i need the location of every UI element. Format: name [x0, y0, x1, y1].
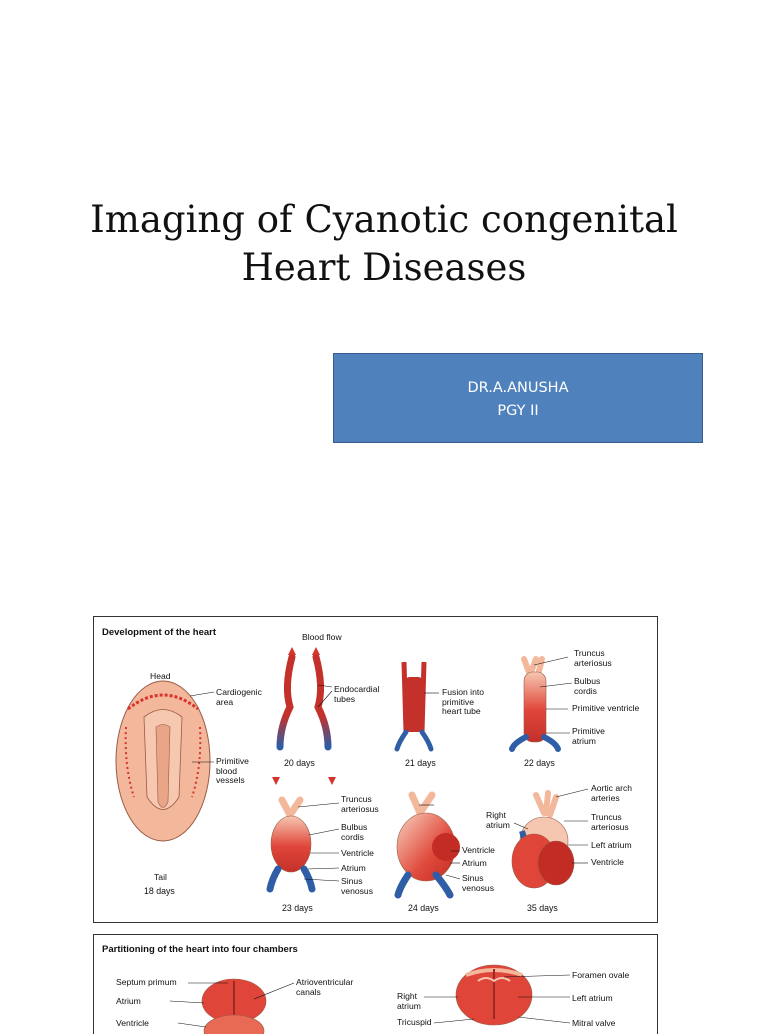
- label-fusion: Fusion into primitive heart tube: [442, 687, 485, 716]
- label-primitive-blood-vessels: Primitive blood vessels: [216, 756, 249, 785]
- author-name: DR.A.ANUSHA: [467, 380, 569, 396]
- author-degree: PGY II: [497, 403, 539, 419]
- heart-24-days: [397, 795, 460, 895]
- label-sinus-24: Sinus venosus: [462, 873, 495, 893]
- label-35-days: 35 days: [527, 903, 558, 913]
- label-right-atrium: Right atrium: [397, 991, 421, 1011]
- title-line-1: Imaging of Cyanotic congenital: [90, 198, 678, 241]
- label-atrium-23: Atrium: [341, 863, 366, 873]
- label-sinus-23: Sinus venosus: [341, 876, 374, 896]
- author-box: [333, 353, 703, 443]
- label-endocardial-tubes: Endocardial tubes: [334, 684, 380, 704]
- label-atrium: Atrium: [116, 996, 141, 1006]
- label-left-atrium: Left atrium: [572, 993, 613, 1003]
- label-cardiogenic-area: Cardiogenic area: [216, 687, 262, 707]
- fused-tube-21-days: [397, 662, 431, 749]
- slide-title: [40, 196, 728, 292]
- heart-early-partition: [202, 979, 266, 1034]
- label-ventricle-23: Ventricle: [341, 848, 374, 858]
- figure-title: Development of the heart: [102, 627, 217, 638]
- label-truncus-35: Truncus arteriosus: [591, 812, 629, 832]
- label-atrium-24: Atrium: [462, 858, 487, 868]
- label-head: Head: [150, 671, 171, 681]
- label-18-days: 18 days: [144, 886, 175, 896]
- label-aortic-arch: Aortic arch arteries: [591, 783, 633, 803]
- label-ventricle-35: Ventricle: [591, 857, 624, 867]
- figure-title: Partitioning of the heart into four chambers: [102, 944, 298, 955]
- label-23-days: 23 days: [282, 903, 313, 913]
- label-foramen-ovale: Foramen ovale: [572, 970, 630, 980]
- heart-23-days: [270, 800, 312, 889]
- heart-later-partition: [456, 965, 532, 1025]
- label-right-atrium-35: Right atrium: [486, 810, 510, 830]
- figure-heart-development: [93, 616, 658, 923]
- label-primitive-atrium: Primitive atrium: [572, 726, 605, 746]
- label-truncus-22: Truncus arteriosus: [574, 648, 612, 668]
- label-septum-primum: Septum primum: [116, 977, 177, 987]
- label-20-days: 20 days: [284, 758, 315, 768]
- label-tricuspid: Tricuspid: [397, 1017, 432, 1027]
- label-av-canals: Atrioventricular canals: [296, 977, 354, 997]
- label-tail: Tail: [154, 872, 167, 882]
- label-primitive-ventricle: Primitive ventricle: [572, 703, 640, 713]
- label-truncus-23: Truncus arteriosus: [341, 794, 379, 814]
- label-bulbus-22: Bulbus cordis: [574, 676, 601, 696]
- label-24-days: 24 days: [408, 903, 439, 913]
- embryo-18-days: [116, 681, 210, 841]
- label-22-days: 22 days: [524, 758, 555, 768]
- label-bulbus-23: Bulbus cordis: [341, 822, 368, 842]
- title-line-2: Heart Diseases: [241, 246, 527, 289]
- label-ventricle-24: Ventricle: [462, 845, 495, 855]
- heart-35-days: [512, 793, 574, 888]
- heart-22-days: [512, 659, 558, 749]
- label-left-atrium-35: Left atrium: [591, 840, 632, 850]
- label-ventricle: Ventricle: [116, 1018, 149, 1028]
- label-21-days: 21 days: [405, 758, 436, 768]
- figure-heart-partitioning: [93, 934, 658, 1034]
- label-mitral-valve: Mitral valve: [572, 1018, 616, 1028]
- label-blood-flow: Blood flow: [302, 632, 342, 642]
